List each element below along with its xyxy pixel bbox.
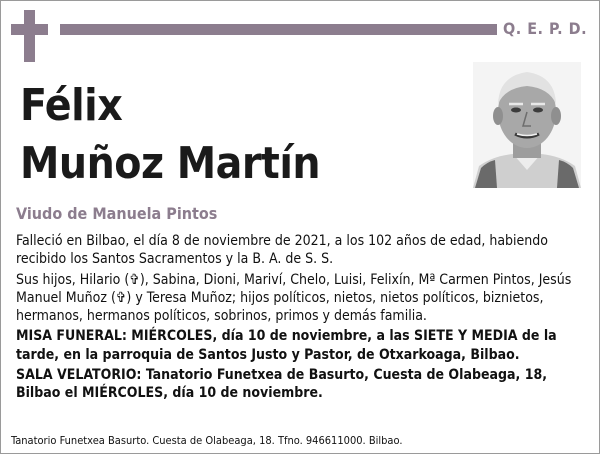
deceased-photo — [473, 62, 581, 188]
funeral-home-footer: Tanatorio Funetxea Basurto. Cuesta de Olabeaga, 18. Tfno. 946611000. Bilbao. — [11, 434, 403, 447]
deceased-surnames: Muñoz Martín — [20, 138, 321, 189]
header-bar — [60, 24, 497, 35]
funeral-mass-paragraph: MISA FUNERAL: MIÉRCOLES, día 10 de noviembre, a las SIETE Y MEDIA de la tarde, en la parroquia de Santos Justo y Pastor, de Otxarkoaga, Bilbao. — [16, 328, 557, 363]
obituary-body — [16, 232, 576, 405]
family-paragraph: Sus hijos, Hilario (✞), Sabina, Dioni, Mariví, Chelo, Luisi, Felixín, Mª Carmen Pintos, Jesús Manuel Muñoz (✞) y Teresa Muñoz; hijos políticos, nietos, nietos políticos, biznietos, hermanos, hermanos políticos, sobrinos, primos y demás familia. — [16, 271, 572, 325]
wake-room-paragraph: SALA VELATORIO: Tanatorio Funetxea de Basurto, Cuesta de Olabeaga, 18, Bilbao el MIÉRCOLES, día 10 de noviembre. — [16, 367, 548, 402]
spouse-line: Viudo de Manuela Pintos — [16, 204, 218, 223]
death-notice-paragraph: Falleció en Bilbao, el día 8 de noviembre de 2021, a los 102 años de edad, habiendo recibido los Santos Sacramentos y la B. A. de S. S. — [16, 233, 548, 268]
deceased-first-name: Félix — [20, 80, 123, 131]
latin-cross-icon — [11, 10, 48, 62]
qepd-label: Q. E. P. D. — [503, 19, 588, 38]
